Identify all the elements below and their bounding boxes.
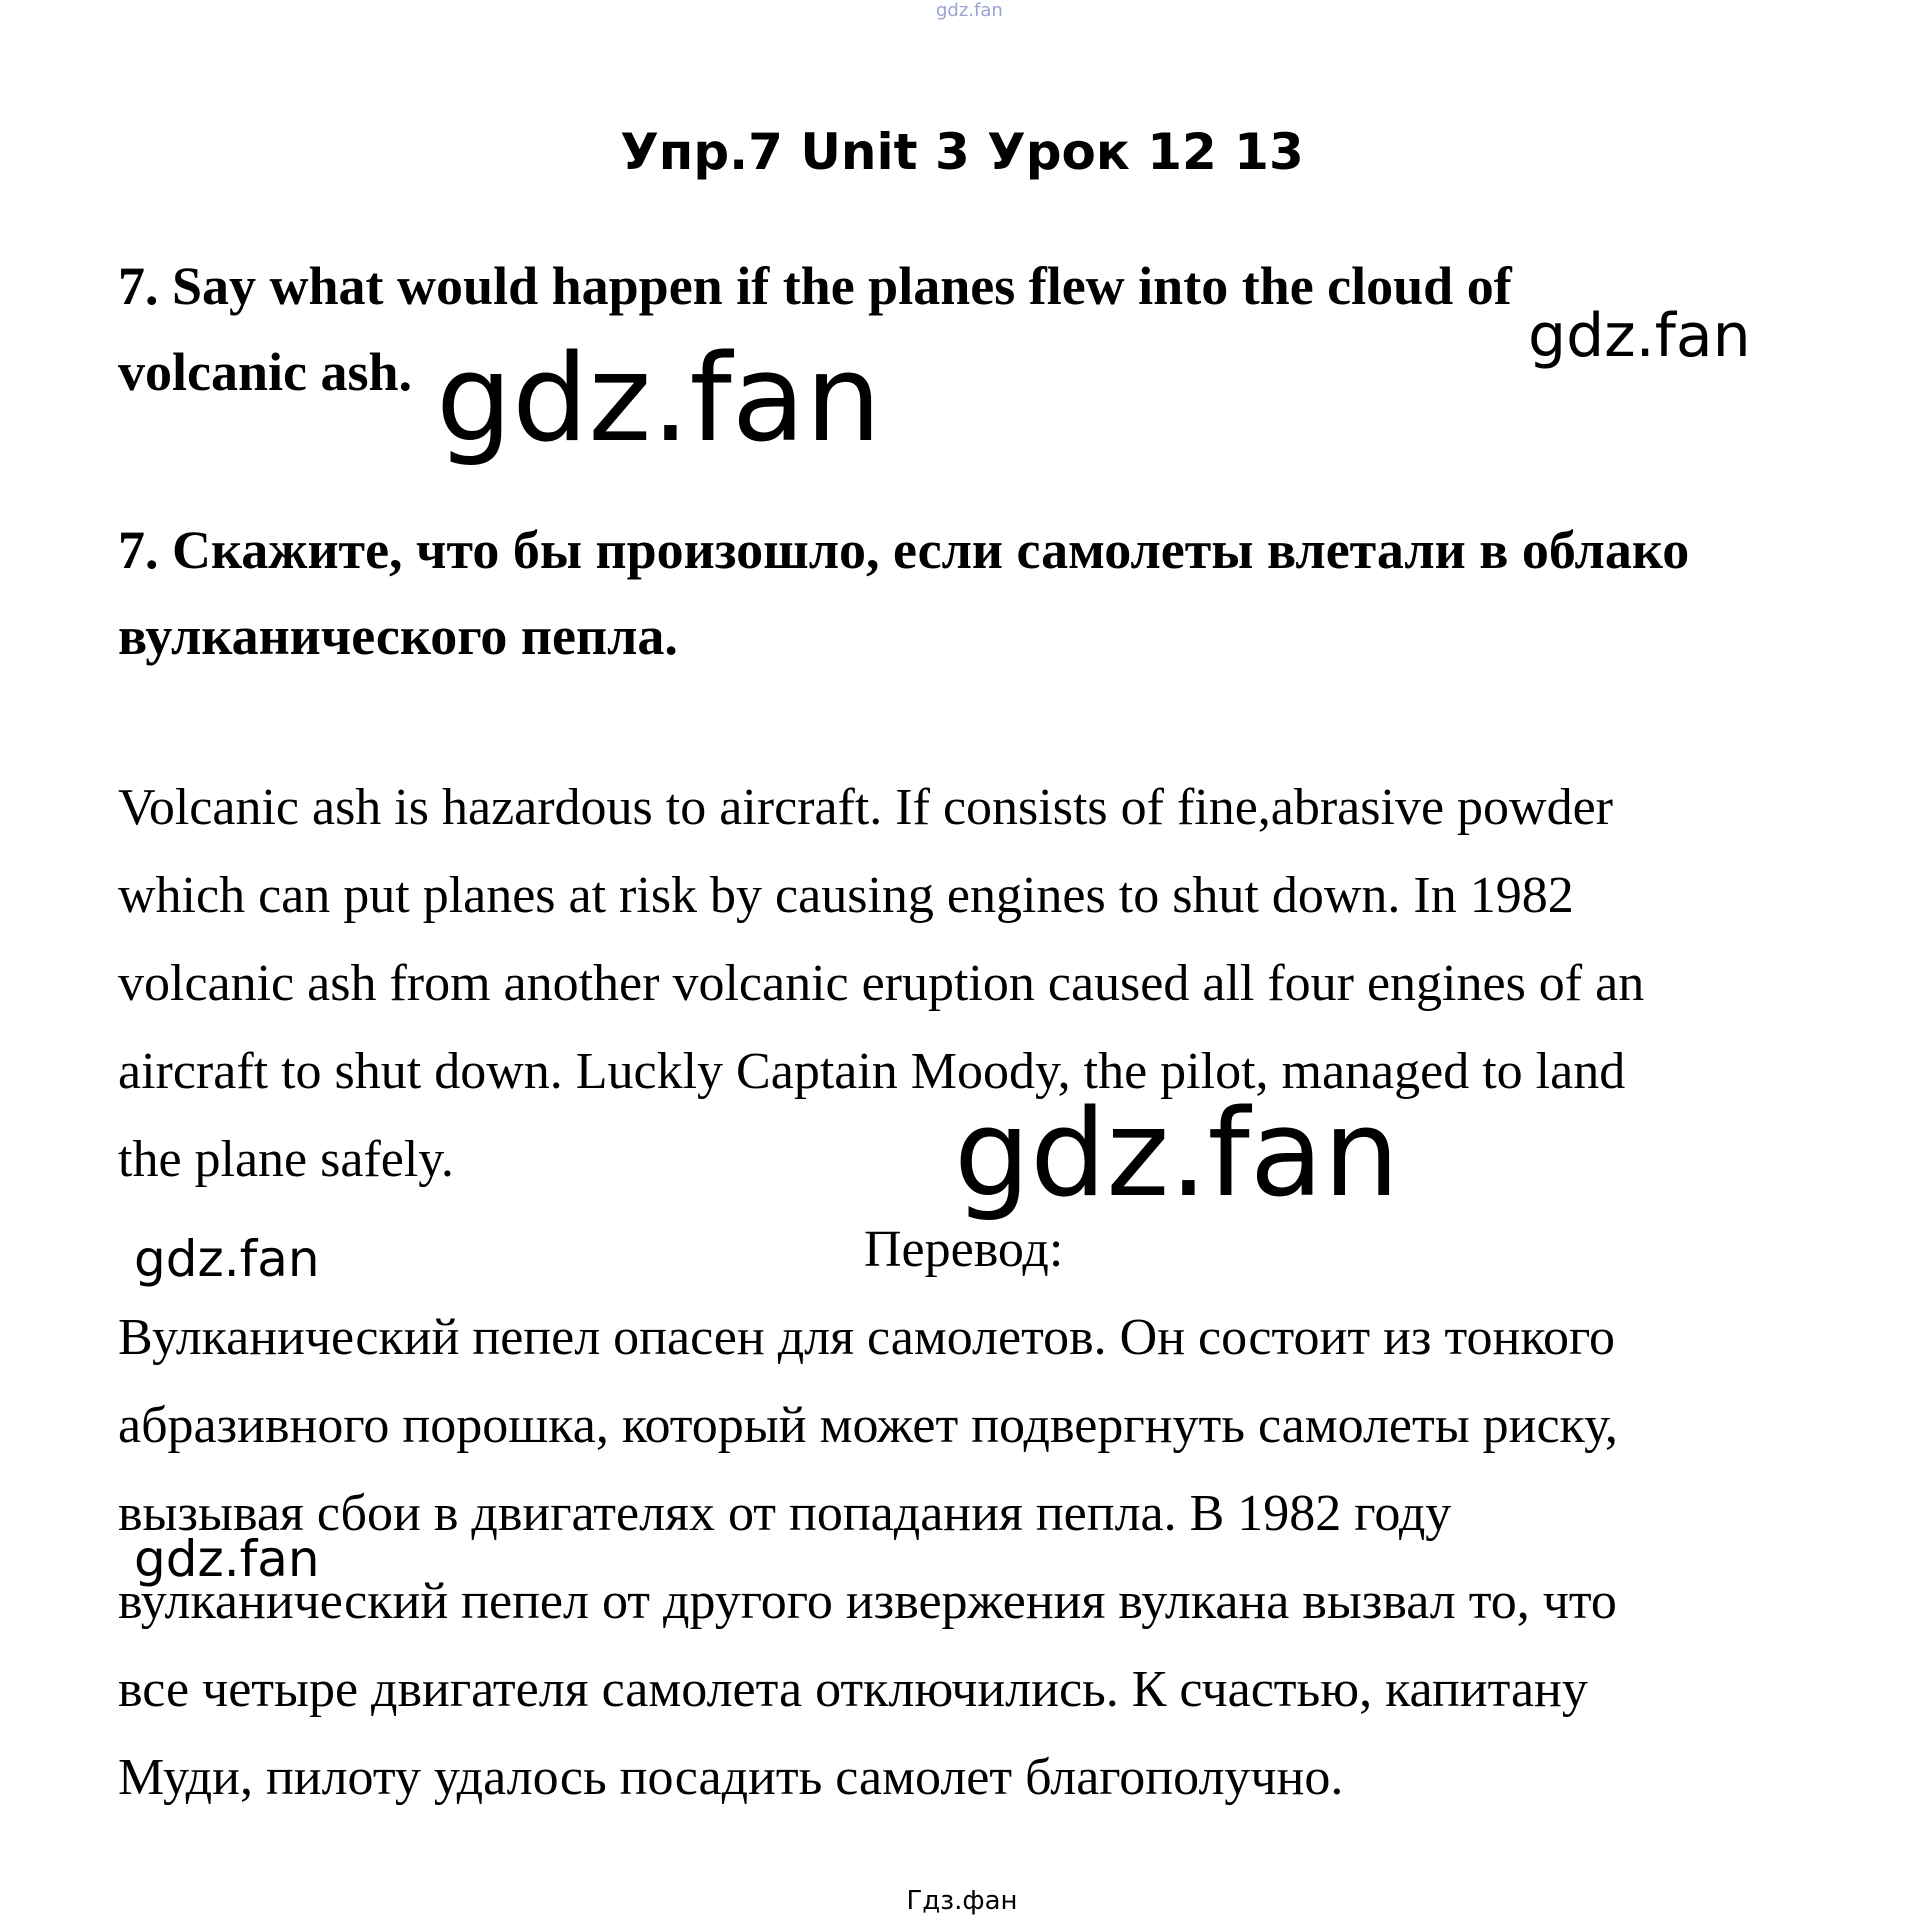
answer-english-line-4: aircraft to shut down. Luckly Captain Moody, the pilot, managed to land bbox=[118, 1043, 1626, 1100]
answer-russian-line-1: Вулканический пепел опасен для самолетов. Он состоит из тонкого bbox=[118, 1309, 1615, 1366]
page-title: Упр.7 Unit 3 Урок 12 13 bbox=[620, 123, 1304, 181]
answer-english-line-2: which can put planes at risk by causing engines to shut down. In 1982 bbox=[118, 867, 1574, 924]
watermark-small-1: gdz.fan bbox=[134, 1230, 320, 1288]
watermark-large-2: gdz.fan bbox=[954, 1085, 1400, 1224]
answer-russian-line-5: все четыре двигателя самолета отключились. К счастью, капитану bbox=[118, 1661, 1588, 1718]
watermark-small-2: gdz.fan bbox=[134, 1530, 320, 1588]
task-english-line-1: 7. Say what would happen if the planes flew into the cloud of bbox=[118, 256, 1512, 316]
watermark-top: gdz.fan bbox=[936, 0, 1003, 21]
translation-label: Перевод: bbox=[864, 1221, 1064, 1278]
answer-russian-line-6: Муди, пилоту удалось посадить самолет благополучно. bbox=[118, 1749, 1344, 1806]
watermark-large-1: gdz.fan bbox=[436, 330, 882, 469]
answer-russian-line-4: вулканический пепел от другого извержения вулкана вызвал то, что bbox=[118, 1573, 1617, 1630]
answer-russian-line-2: абразивного порошка, который может подвергнуть самолеты риску, bbox=[118, 1397, 1618, 1454]
page-footer: Гдз.фан bbox=[906, 1886, 1018, 1916]
task-english-line-2: volcanic ash. bbox=[118, 342, 413, 402]
answer-russian-line-3: вызывая сбои в двигателях от попадания пепла. В 1982 году bbox=[118, 1485, 1452, 1542]
answer-english-line-5: the plane safely. bbox=[118, 1131, 454, 1188]
answer-english-line-1: Volcanic ash is hazardous to aircraft. If consists of fine,abrasive powder bbox=[118, 779, 1613, 836]
task-russian-line-1: 7. Скажите, что бы произошло, если самолеты влетали в облако bbox=[118, 520, 1690, 580]
watermark-medium-1: gdz.fan bbox=[1528, 301, 1751, 371]
task-russian-line-2: вулканического пепла. bbox=[118, 606, 678, 666]
answer-english-line-3: volcanic ash from another volcanic eruption caused all four engines of an bbox=[118, 955, 1645, 1012]
